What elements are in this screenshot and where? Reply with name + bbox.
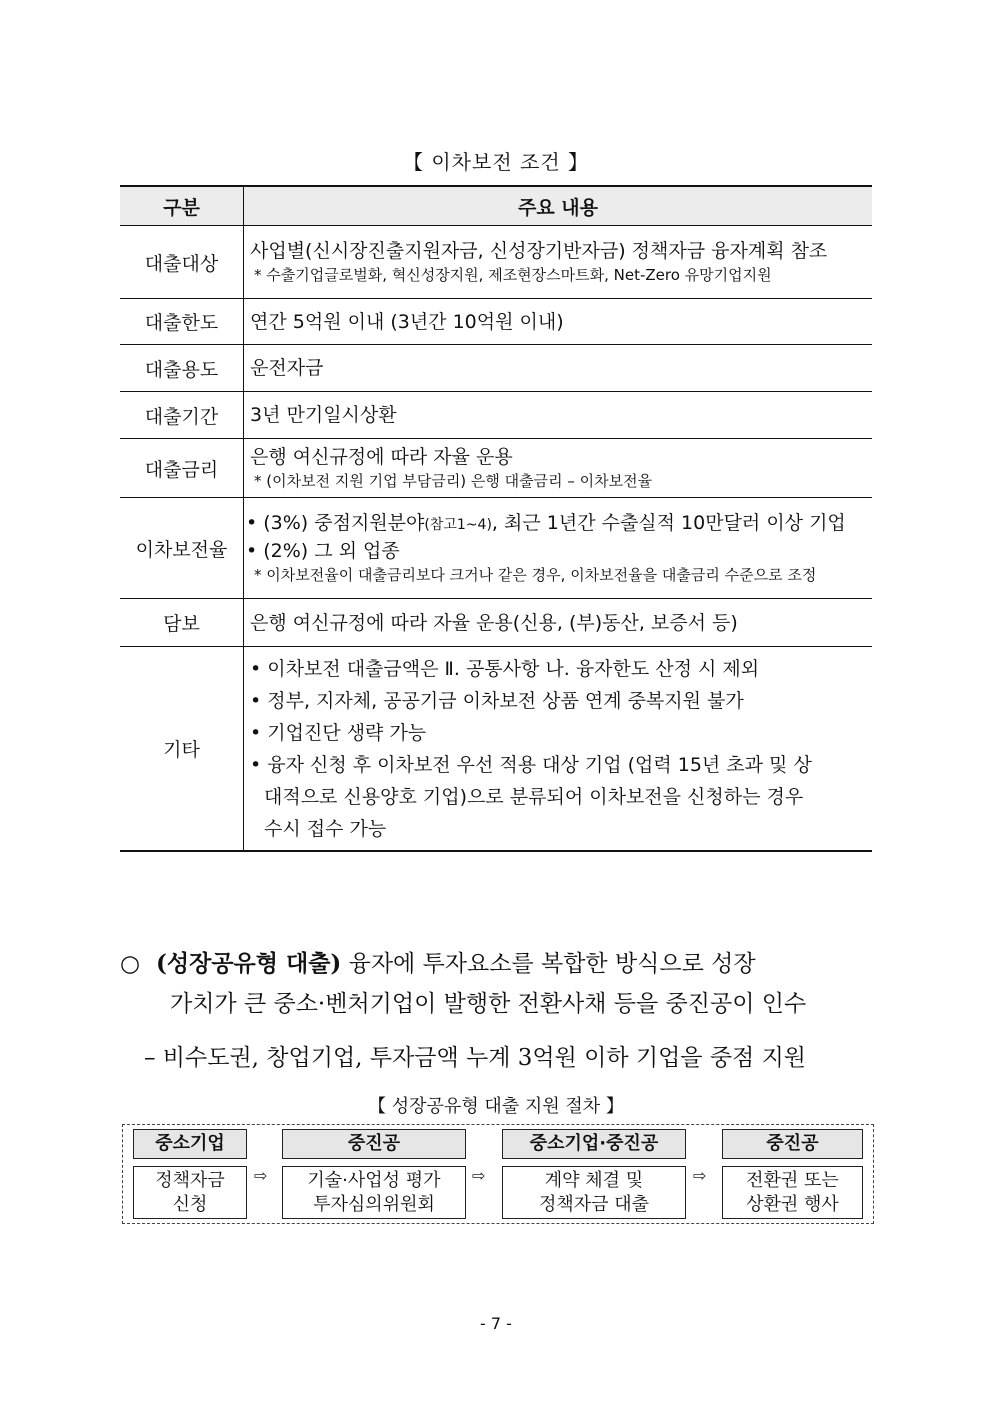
arrow-right-icon: ⇨ bbox=[693, 1166, 707, 1185]
bullet-text: • (3%) 중점지원분야 bbox=[246, 512, 425, 534]
step-2-box bbox=[282, 1166, 466, 1219]
bullet-continuation: 대적으로 신용양호 기업)으로 분류되어 이차보전을 신청하는 경우 bbox=[264, 786, 804, 809]
content-note: * 수출기업글로벌화, 혁신성장지원, 제조현장스마트화, Net-Zero 유망기업지원 bbox=[254, 266, 772, 284]
arrow-right-icon: ⇨ bbox=[254, 1166, 268, 1185]
content-main: 운전자금 bbox=[250, 357, 324, 379]
row-content bbox=[244, 345, 873, 392]
content-note: * (이차보전 지원 기업 부담금리) 은행 대출금리 – 이차보전율 bbox=[254, 472, 653, 490]
row-content bbox=[244, 226, 873, 299]
circle-bullet: ○ bbox=[120, 951, 141, 977]
row-content bbox=[244, 498, 873, 599]
row-loan-rate bbox=[120, 439, 872, 498]
step-line: 신청 bbox=[172, 1194, 208, 1215]
step-line: 정책자금 대출 bbox=[538, 1194, 650, 1215]
table-title: 【 이차보전 조건 】 bbox=[403, 150, 589, 174]
step-line: 기술·사업성 평가 bbox=[307, 1170, 441, 1191]
paragraph-dash-line: – 비수도권, 창업기업, 투자금액 누계 3억원 이하 기업을 중점 지원 bbox=[144, 1045, 807, 1071]
content-main: 은행 여신규정에 따라 자율 운용 bbox=[250, 446, 513, 468]
step-line: 정책자금 bbox=[155, 1170, 225, 1191]
bullet-item: • (2%) 그 외 업종 bbox=[246, 540, 400, 562]
step-line: 상환권 행사 bbox=[746, 1194, 839, 1215]
paragraph-heading: (성장공유형 대출) bbox=[156, 950, 342, 977]
content-main: 은행 여신규정에 따라 자율 운용(신용, (부)동산, 보증서 등) bbox=[250, 611, 738, 634]
step-3-head: 중소기업·중진공 bbox=[502, 1129, 686, 1159]
bullet-text: , 최근 1년간 수출실적 10만달러 이상 기업 bbox=[491, 512, 846, 534]
row-content bbox=[244, 599, 873, 647]
step-line: 계약 체결 및 bbox=[544, 1170, 644, 1191]
reference-note: (참고1~4) bbox=[424, 517, 492, 533]
row-collateral bbox=[120, 599, 872, 647]
table-header-row bbox=[120, 186, 872, 226]
row-label: 대출기간 bbox=[120, 392, 244, 439]
header-category: 구분 bbox=[120, 186, 244, 226]
bullet-item bbox=[246, 510, 866, 538]
step-2-head: 중진공 bbox=[282, 1129, 466, 1159]
step-1-box bbox=[133, 1166, 247, 1219]
content-main: 사업별(신시장진출지원자금, 신성장기반자금) 정책자금 융자계획 참조 bbox=[250, 240, 828, 262]
row-content bbox=[244, 392, 873, 439]
bullet-item: • 융자 신청 후 이차보전 우선 적용 대상 기업 (업력 15년 초과 및 상 bbox=[250, 754, 812, 777]
row-etc bbox=[120, 647, 872, 851]
bullet-item: • 기업진단 생략 가능 bbox=[250, 722, 427, 745]
bullet-item: • 이차보전 대출금액은 Ⅱ. 공통사항 나. 융자한도 산정 시 제외 bbox=[250, 658, 760, 681]
row-label: 담보 bbox=[120, 599, 244, 647]
paragraph-line-2: 가치가 큰 중소·벤처기업이 발행한 전환사채 등을 중진공이 인수 bbox=[170, 991, 807, 1017]
growth-sharing-paragraph bbox=[120, 946, 880, 1076]
row-loan-target bbox=[120, 226, 872, 299]
row-content bbox=[244, 439, 873, 498]
row-label: 대출대상 bbox=[120, 226, 244, 299]
paragraph-line-1 bbox=[120, 946, 880, 982]
step-4-head: 중진공 bbox=[722, 1129, 863, 1159]
row-loan-period bbox=[120, 392, 872, 439]
row-content bbox=[244, 647, 873, 851]
content-note: * 이차보전율이 대출금리보다 크거나 같은 경우, 이차보전율을 대출금리 수준으로 조정 bbox=[254, 566, 817, 584]
step-1-head: 중소기업 bbox=[133, 1129, 247, 1159]
page-number: - 7 - bbox=[480, 1314, 512, 1333]
content-main: 3년 만기일시상환 bbox=[250, 404, 397, 426]
row-loan-usage bbox=[120, 345, 872, 392]
row-content bbox=[244, 299, 873, 345]
step-4-box bbox=[722, 1166, 863, 1219]
bullet-item: • 정부, 지자체, 공공기금 이차보전 상품 연계 중복지원 불가 bbox=[250, 690, 744, 713]
subsidy-conditions-table bbox=[120, 185, 872, 852]
row-label: 대출금리 bbox=[120, 439, 244, 498]
row-loan-limit bbox=[120, 299, 872, 345]
row-label: 기타 bbox=[120, 647, 244, 851]
step-3-box bbox=[502, 1166, 686, 1219]
content-main: 연간 5억원 이내 (3년간 10억원 이내) bbox=[250, 310, 564, 333]
row-subsidy-rate bbox=[120, 498, 872, 599]
row-label: 대출한도 bbox=[120, 299, 244, 345]
process-title: 【 성장공유형 대출 지원 절차 】 bbox=[368, 1096, 624, 1117]
step-line: 전환권 또는 bbox=[746, 1170, 839, 1191]
header-content: 주요 내용 bbox=[244, 186, 873, 226]
row-label: 대출용도 bbox=[120, 345, 244, 392]
bullet-continuation: 수시 접수 가능 bbox=[264, 818, 387, 841]
step-line: 투자심의위원회 bbox=[313, 1194, 435, 1215]
arrow-right-icon: ⇨ bbox=[472, 1166, 486, 1185]
paragraph-text: 융자에 투자요소를 복합한 방식으로 성장 bbox=[348, 951, 756, 977]
row-label: 이차보전율 bbox=[120, 498, 244, 599]
